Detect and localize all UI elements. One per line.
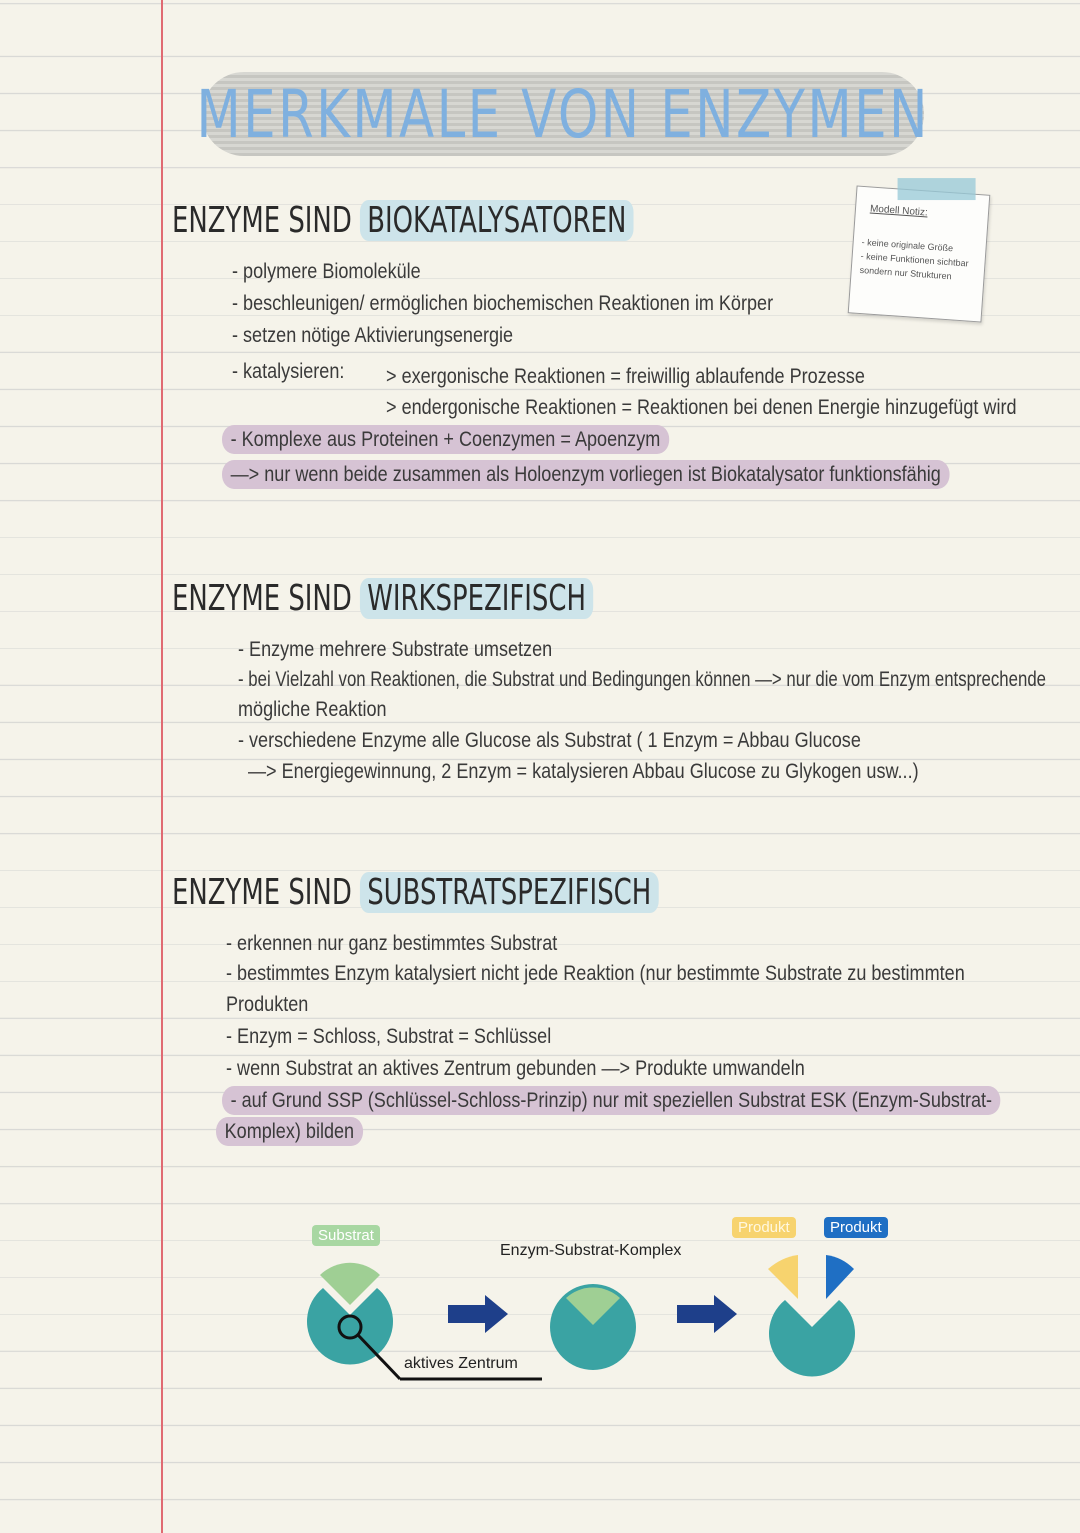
bullet-line: - wenn Substrat an aktives Zentrum gebunden —> Produkte umwandeln xyxy=(226,1057,805,1080)
highlight-line: - Komplexe aus Proteinen + Coenzymen = Apoenzym xyxy=(222,428,669,452)
bullet-line: —> Energiegewinnung, 2 Enzym = katalysieren Abbau Glucose zu Glykogen usw...) xyxy=(248,760,919,783)
product-shape-1 xyxy=(768,1255,798,1299)
arrow-right xyxy=(448,1295,508,1333)
bullet-line: - setzen nötige Aktivierungsenergie xyxy=(232,324,514,347)
sub-line: > exergonische Reaktionen = freiwillig ablaufende Prozesse xyxy=(386,365,865,388)
section-heading-wirkspezifisch: ENZYME SIND WIRKSPEZIFISCH xyxy=(172,578,593,619)
margin-line xyxy=(161,0,163,1533)
note-line: sondern nur Strukturen xyxy=(859,264,952,282)
note-line: - keine Funktionen sichtbar xyxy=(860,250,969,269)
title-banner xyxy=(196,72,930,156)
bullet-line: - Enzym = Schloss, Substrat = Schlüssel xyxy=(226,1025,552,1048)
highlight-line: - auf Grund SSP (Schlüssel-Schloss-Prinzip) nur mit speziellen Substrat ESK (Enzym-Substrat- xyxy=(222,1089,1001,1113)
bullet-line: - polymere Biomoleküle xyxy=(232,260,421,283)
diagram-graphics xyxy=(290,1205,930,1405)
complex-label: Enzym-Substrat-Komplex xyxy=(500,1242,682,1259)
bullet-line: - katalysieren: xyxy=(232,360,345,383)
note-title: Modell Notiz: xyxy=(869,203,929,219)
bullet-line: Produkten xyxy=(226,993,309,1016)
substrate-label: Substrat xyxy=(312,1225,380,1246)
bullet-line: - beschleunigen/ ermöglichen biochemischen Reaktionen im Körper xyxy=(232,292,774,315)
product-label-2: Produkt xyxy=(824,1217,888,1238)
section-heading-biokatalysatoren: ENZYME SIND BIOKATALYSATOREN xyxy=(172,200,634,241)
bullet-line: mögliche Reaktion xyxy=(238,698,387,721)
bullet-line: - verschiedene Enzyme alle Glucose als Substrat ( 1 Enzym = Abbau Glucose xyxy=(238,729,861,752)
section-heading-substratspezifisch: ENZYME SIND SUBSTRATSPEZIFISCH xyxy=(172,872,658,913)
enzyme-shape xyxy=(769,1300,855,1376)
product-shape-2 xyxy=(826,1255,854,1299)
bullet-line: - erkennen nur ganz bestimmtes Substrat xyxy=(226,932,558,955)
model-note xyxy=(848,185,991,322)
note-line: - keine originale Größe xyxy=(861,236,954,254)
bullet-line: - bei Vielzahl von Reaktionen, die Substrat und Bedingungen können —> nur die vom Enzym entsprechende xyxy=(238,668,1047,691)
highlight-line: —> nur wenn beide zusammen als Holoenzym vorliegen ist Biokatalysator funktionsfähig xyxy=(222,463,949,487)
tape xyxy=(898,178,976,200)
arrow-right xyxy=(677,1295,737,1333)
page-title: MERKMALE VON ENZYMEN xyxy=(196,75,930,153)
product-label-1: Produkt xyxy=(732,1217,796,1238)
heading-highlight: BIOKATALYSATOREN xyxy=(360,200,634,241)
lock-key-diagram xyxy=(290,1205,930,1405)
bullet-line: - Enzyme mehrere Substrate umsetzen xyxy=(238,638,553,661)
sub-line: > endergonische Reaktionen = Reaktionen bei denen Energie hinzugefügt wird xyxy=(386,396,1017,419)
highlight-line: Komplex) bilden xyxy=(216,1120,363,1144)
heading-highlight: WIRKSPEZIFISCH xyxy=(360,578,593,619)
bullet-line: - bestimmtes Enzym katalysiert nicht jede Reaktion (nur bestimmte Substrate zu bestimmten xyxy=(226,962,965,985)
heading-highlight: SUBSTRATSPEZIFISCH xyxy=(360,872,658,913)
active-site-label: aktives Zentrum xyxy=(404,1355,518,1372)
